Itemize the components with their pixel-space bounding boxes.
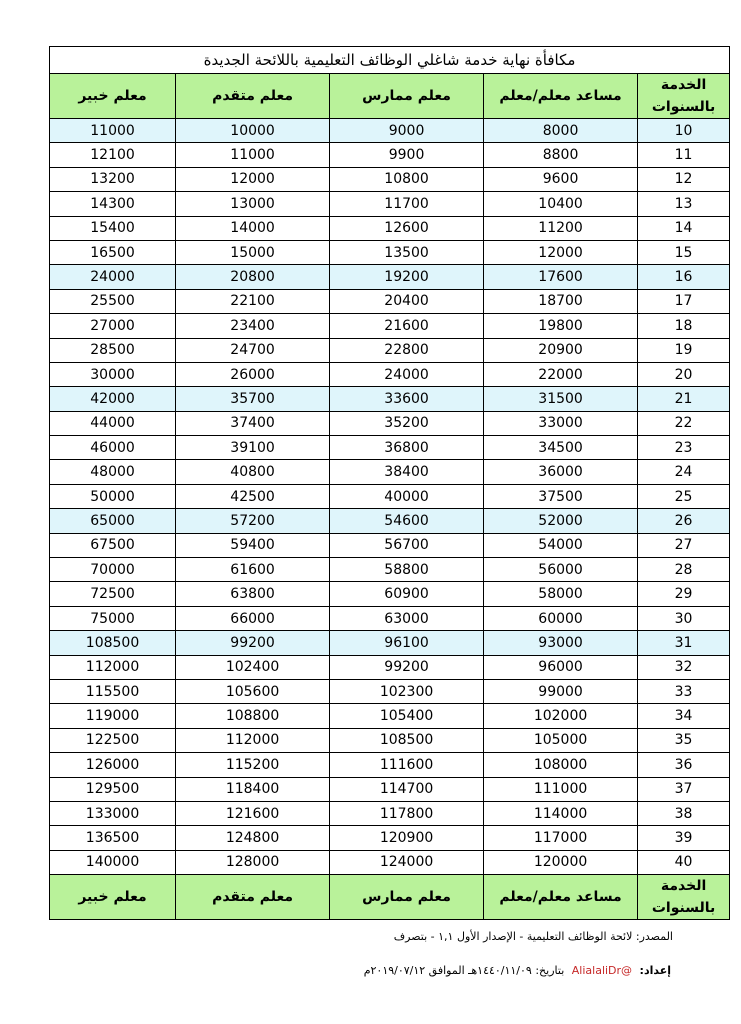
cell-expert-teacher: 133000	[50, 801, 176, 825]
rewards-table	[49, 46, 730, 920]
cell-practitioner-teacher: 13500	[330, 240, 484, 264]
cell-advanced-teacher: 26000	[176, 362, 330, 386]
date-text: بتاريخ: ١٤٤٠/١١/٠٩هـ الموافق ٢٠١٩/٠٧/١٢م	[363, 964, 565, 977]
cell-assistant-teacher: 60000	[484, 606, 638, 630]
cell-assistant-teacher: 19800	[484, 314, 638, 338]
cell-assistant-teacher: 120000	[484, 850, 638, 874]
cell-expert-teacher: 129500	[50, 777, 176, 801]
cell-assistant-teacher: 31500	[484, 387, 638, 411]
cell-expert-teacher: 72500	[50, 582, 176, 606]
cell-advanced-teacher: 66000	[176, 606, 330, 630]
cell-expert-teacher: 70000	[50, 558, 176, 582]
cell-years: 24	[638, 460, 730, 484]
cell-years: 20	[638, 362, 730, 386]
cell-assistant-teacher: 117000	[484, 826, 638, 850]
header-assistant-teacher: مساعد معلم/معلم	[484, 74, 638, 119]
table-row	[50, 387, 730, 411]
cell-practitioner-teacher: 56700	[330, 533, 484, 557]
source-note: المصدر: لائحة الوظائف التعليمية - الإصدار الأول ١,١ - بتصرف	[393, 930, 673, 943]
cell-practitioner-teacher: 124000	[330, 850, 484, 874]
cell-practitioner-teacher: 40000	[330, 484, 484, 508]
table-row	[50, 314, 730, 338]
cell-assistant-teacher: 22000	[484, 362, 638, 386]
cell-expert-teacher: 108500	[50, 631, 176, 655]
cell-assistant-teacher: 114000	[484, 801, 638, 825]
cell-assistant-teacher: 20900	[484, 338, 638, 362]
cell-years: 34	[638, 704, 730, 728]
cell-assistant-teacher: 37500	[484, 484, 638, 508]
table-row	[50, 460, 730, 484]
cell-years: 18	[638, 314, 730, 338]
cell-assistant-teacher: 52000	[484, 509, 638, 533]
cell-advanced-teacher: 40800	[176, 460, 330, 484]
cell-expert-teacher: 140000	[50, 850, 176, 874]
cell-advanced-teacher: 59400	[176, 533, 330, 557]
cell-assistant-teacher: 105000	[484, 728, 638, 752]
cell-practitioner-teacher: 58800	[330, 558, 484, 582]
cell-expert-teacher: 115500	[50, 679, 176, 703]
header-row-top	[50, 74, 730, 119]
cell-expert-teacher: 30000	[50, 362, 176, 386]
cell-years: 21	[638, 387, 730, 411]
cell-assistant-teacher: 36000	[484, 460, 638, 484]
table-row	[50, 509, 730, 533]
cell-years: 35	[638, 728, 730, 752]
cell-years: 19	[638, 338, 730, 362]
cell-advanced-teacher: 124800	[176, 826, 330, 850]
table-row	[50, 436, 730, 460]
cell-practitioner-teacher: 102300	[330, 679, 484, 703]
cell-assistant-teacher: 18700	[484, 289, 638, 313]
cell-advanced-teacher: 115200	[176, 753, 330, 777]
cell-years: 36	[638, 753, 730, 777]
cell-practitioner-teacher: 105400	[330, 704, 484, 728]
table-row	[50, 167, 730, 191]
cell-practitioner-teacher: 117800	[330, 801, 484, 825]
cell-assistant-teacher: 8800	[484, 143, 638, 167]
table-title: مكافأة نهاية خدمة شاغلي الوظائف التعليمية باللائحة الجديدة	[50, 47, 730, 74]
table-row	[50, 216, 730, 240]
header-practitioner-teacher: معلم ممارس	[330, 74, 484, 119]
cell-years: 32	[638, 655, 730, 679]
cell-years: 28	[638, 558, 730, 582]
cell-years: 29	[638, 582, 730, 606]
cell-assistant-teacher: 54000	[484, 533, 638, 557]
cell-assistant-teacher: 56000	[484, 558, 638, 582]
table-row	[50, 289, 730, 313]
cell-years: 40	[638, 850, 730, 874]
cell-practitioner-teacher: 19200	[330, 265, 484, 289]
cell-advanced-teacher: 99200	[176, 631, 330, 655]
cell-practitioner-teacher: 96100	[330, 631, 484, 655]
cell-expert-teacher: 126000	[50, 753, 176, 777]
cell-practitioner-teacher: 60900	[330, 582, 484, 606]
cell-expert-teacher: 27000	[50, 314, 176, 338]
cell-advanced-teacher: 108800	[176, 704, 330, 728]
cell-years: 39	[638, 826, 730, 850]
cell-advanced-teacher: 11000	[176, 143, 330, 167]
cell-assistant-teacher: 12000	[484, 240, 638, 264]
cell-practitioner-teacher: 35200	[330, 411, 484, 435]
cell-years: 31	[638, 631, 730, 655]
cell-years: 23	[638, 436, 730, 460]
cell-assistant-teacher: 111000	[484, 777, 638, 801]
cell-expert-teacher: 136500	[50, 826, 176, 850]
table-row	[50, 558, 730, 582]
table-row	[50, 753, 730, 777]
cell-expert-teacher: 24000	[50, 265, 176, 289]
cell-years: 12	[638, 167, 730, 191]
table-row	[50, 679, 730, 703]
cell-advanced-teacher: 118400	[176, 777, 330, 801]
cell-expert-teacher: 48000	[50, 460, 176, 484]
table-body	[50, 119, 730, 875]
cell-assistant-teacher: 102000	[484, 704, 638, 728]
cell-assistant-teacher: 93000	[484, 631, 638, 655]
cell-practitioner-teacher: 108500	[330, 728, 484, 752]
cell-years: 10	[638, 119, 730, 143]
cell-practitioner-teacher: 10800	[330, 167, 484, 191]
cell-assistant-teacher: 8000	[484, 119, 638, 143]
cell-practitioner-teacher: 9000	[330, 119, 484, 143]
cell-advanced-teacher: 105600	[176, 679, 330, 703]
cell-expert-teacher: 25500	[50, 289, 176, 313]
header-expert-teacher: معلم خبير	[50, 74, 176, 119]
cell-expert-teacher: 46000	[50, 436, 176, 460]
footer-header-expert-teacher: معلم خبير	[50, 875, 176, 920]
header-row-bottom	[50, 875, 730, 920]
table-row	[50, 192, 730, 216]
cell-expert-teacher: 112000	[50, 655, 176, 679]
cell-expert-teacher: 119000	[50, 704, 176, 728]
cell-years: 22	[638, 411, 730, 435]
cell-expert-teacher: 28500	[50, 338, 176, 362]
cell-advanced-teacher: 24700	[176, 338, 330, 362]
header-years: الخدمة بالسنوات	[638, 74, 730, 119]
cell-advanced-teacher: 128000	[176, 850, 330, 874]
cell-years: 16	[638, 265, 730, 289]
cell-expert-teacher: 44000	[50, 411, 176, 435]
table-row	[50, 362, 730, 386]
cell-years: 11	[638, 143, 730, 167]
cell-expert-teacher: 65000	[50, 509, 176, 533]
cell-expert-teacher: 12100	[50, 143, 176, 167]
table-row	[50, 777, 730, 801]
table-row	[50, 484, 730, 508]
cell-practitioner-teacher: 24000	[330, 362, 484, 386]
footer-header-practitioner-teacher: معلم ممارس	[330, 875, 484, 920]
cell-assistant-teacher: 11200	[484, 216, 638, 240]
table-row	[50, 801, 730, 825]
prepared-label: إعداد:	[639, 964, 671, 977]
cell-advanced-teacher: 20800	[176, 265, 330, 289]
cell-assistant-teacher: 58000	[484, 582, 638, 606]
cell-years: 14	[638, 216, 730, 240]
cell-advanced-teacher: 57200	[176, 509, 330, 533]
table-row	[50, 582, 730, 606]
cell-years: 38	[638, 801, 730, 825]
table-row	[50, 850, 730, 874]
cell-expert-teacher: 11000	[50, 119, 176, 143]
cell-years: 25	[638, 484, 730, 508]
cell-expert-teacher: 14300	[50, 192, 176, 216]
cell-advanced-teacher: 61600	[176, 558, 330, 582]
cell-advanced-teacher: 121600	[176, 801, 330, 825]
cell-practitioner-teacher: 33600	[330, 387, 484, 411]
table-row	[50, 728, 730, 752]
cell-practitioner-teacher: 120900	[330, 826, 484, 850]
cell-practitioner-teacher: 63000	[330, 606, 484, 630]
cell-advanced-teacher: 37400	[176, 411, 330, 435]
footer-header-assistant-teacher: مساعد معلم/معلم	[484, 875, 638, 920]
cell-practitioner-teacher: 99200	[330, 655, 484, 679]
cell-years: 15	[638, 240, 730, 264]
cell-expert-teacher: 13200	[50, 167, 176, 191]
cell-advanced-teacher: 15000	[176, 240, 330, 264]
table-row	[50, 119, 730, 143]
cell-expert-teacher: 75000	[50, 606, 176, 630]
cell-advanced-teacher: 39100	[176, 436, 330, 460]
cell-advanced-teacher: 13000	[176, 192, 330, 216]
table-row	[50, 240, 730, 264]
cell-practitioner-teacher: 9900	[330, 143, 484, 167]
footer-header-years: الخدمة بالسنوات	[638, 875, 730, 920]
cell-practitioner-teacher: 12600	[330, 216, 484, 240]
cell-practitioner-teacher: 54600	[330, 509, 484, 533]
cell-years: 26	[638, 509, 730, 533]
table-row	[50, 631, 730, 655]
cell-assistant-teacher: 9600	[484, 167, 638, 191]
cell-advanced-teacher: 112000	[176, 728, 330, 752]
cell-practitioner-teacher: 114700	[330, 777, 484, 801]
cell-advanced-teacher: 35700	[176, 387, 330, 411]
author-handle[interactable]: @AlialaliDr	[571, 964, 633, 977]
cell-advanced-teacher: 14000	[176, 216, 330, 240]
header-advanced-teacher: معلم متقدم	[176, 74, 330, 119]
table-row	[50, 606, 730, 630]
cell-practitioner-teacher: 20400	[330, 289, 484, 313]
cell-assistant-teacher: 99000	[484, 679, 638, 703]
cell-advanced-teacher: 23400	[176, 314, 330, 338]
cell-assistant-teacher: 17600	[484, 265, 638, 289]
credit-line	[364, 964, 671, 977]
cell-years: 17	[638, 289, 730, 313]
cell-expert-teacher: 16500	[50, 240, 176, 264]
table-row	[50, 826, 730, 850]
cell-practitioner-teacher: 38400	[330, 460, 484, 484]
table-row	[50, 338, 730, 362]
table-row	[50, 265, 730, 289]
cell-practitioner-teacher: 22800	[330, 338, 484, 362]
rewards-table-container	[49, 46, 716, 920]
cell-practitioner-teacher: 21600	[330, 314, 484, 338]
cell-assistant-teacher: 34500	[484, 436, 638, 460]
table-row	[50, 655, 730, 679]
cell-practitioner-teacher: 36800	[330, 436, 484, 460]
footer-header-advanced-teacher: معلم متقدم	[176, 875, 330, 920]
cell-advanced-teacher: 22100	[176, 289, 330, 313]
cell-expert-teacher: 42000	[50, 387, 176, 411]
cell-years: 13	[638, 192, 730, 216]
cell-practitioner-teacher: 111600	[330, 753, 484, 777]
table-row	[50, 143, 730, 167]
cell-practitioner-teacher: 11700	[330, 192, 484, 216]
cell-years: 37	[638, 777, 730, 801]
table-row	[50, 411, 730, 435]
cell-assistant-teacher: 108000	[484, 753, 638, 777]
cell-advanced-teacher: 42500	[176, 484, 330, 508]
cell-advanced-teacher: 10000	[176, 119, 330, 143]
cell-years: 30	[638, 606, 730, 630]
cell-assistant-teacher: 33000	[484, 411, 638, 435]
cell-expert-teacher: 50000	[50, 484, 176, 508]
cell-expert-teacher: 67500	[50, 533, 176, 557]
cell-years: 33	[638, 679, 730, 703]
cell-advanced-teacher: 63800	[176, 582, 330, 606]
table-row	[50, 704, 730, 728]
table-row	[50, 533, 730, 557]
cell-assistant-teacher: 10400	[484, 192, 638, 216]
cell-years: 27	[638, 533, 730, 557]
cell-advanced-teacher: 102400	[176, 655, 330, 679]
cell-advanced-teacher: 12000	[176, 167, 330, 191]
cell-expert-teacher: 15400	[50, 216, 176, 240]
cell-assistant-teacher: 96000	[484, 655, 638, 679]
cell-expert-teacher: 122500	[50, 728, 176, 752]
